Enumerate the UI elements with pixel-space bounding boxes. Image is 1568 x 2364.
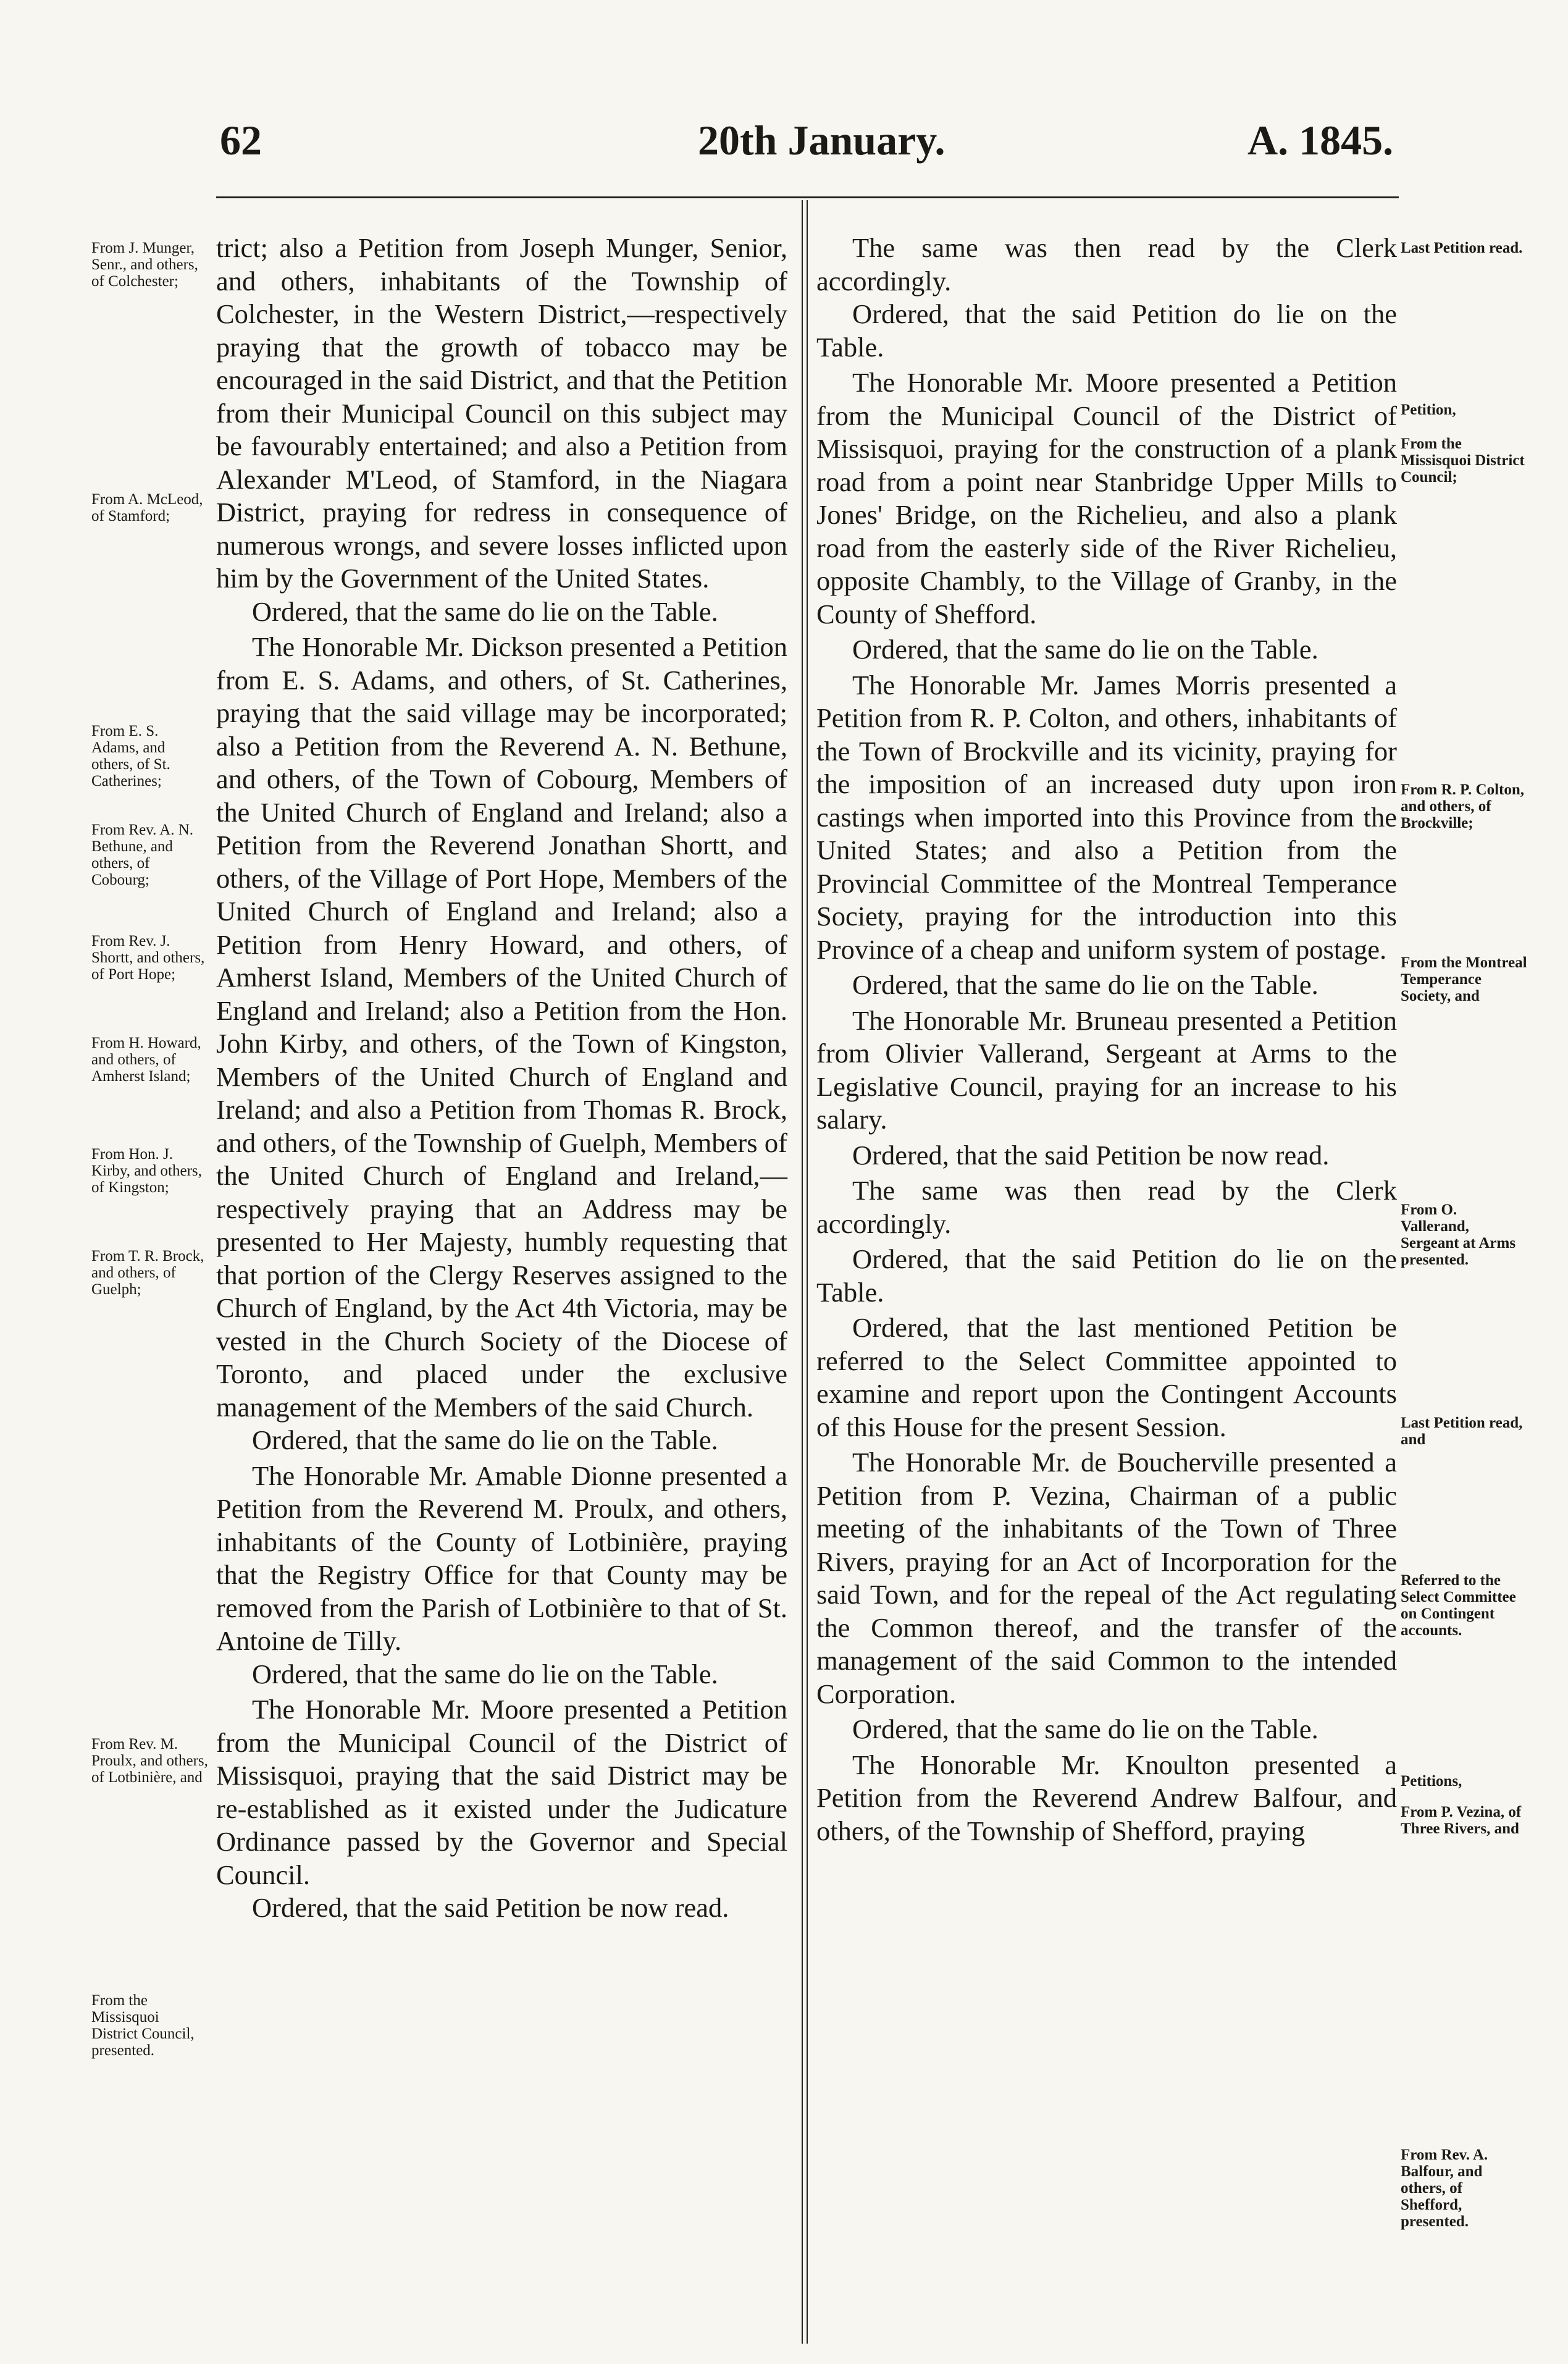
paragraph: The Honorable Mr. Knoulton presented a Petition from the Reverend Andrew Balfour, and others, of the Township of Shefford, praying	[816, 1749, 1397, 1846]
paragraph: The Honorable Mr. Moore presented a Petition from the Municipal Council of the District of Missisquoi, praying for the construction of a plank road from a point near Stanbridge Upper Mills to Jones' Bridge, on the Richelieu, and also a plank road from the easterly side of the River Richelieu, opposite Chambly, to the Village of Granby, in the County of Shefford.	[816, 367, 1397, 629]
margin-note: From Rev. A. N. Bethune, and others, of Cobourg;	[91, 822, 194, 888]
margin-note: From J. Munger, Senr., and others, of Colchester;	[91, 240, 198, 290]
paragraph: Ordered, that the last mentioned Petition be referred to the Select Committee appointed to examine and report upon the Contingent Accounts of this House for the present Session.	[816, 1312, 1397, 1442]
running-header	[0, 116, 1568, 172]
column-divider	[802, 200, 803, 2344]
margin-note: From the Montreal Temperance Society, and	[1401, 954, 1527, 1004]
margin-note: From the Missisquoi District Council;	[1401, 435, 1525, 486]
column-divider	[807, 200, 808, 2344]
paragraph: The Honorable Mr. James Morris presented a Petition from R. P. Colton, and others, inhabitants of the Town of Brockville and its vicinity, praying for the imposition of an increased duty upon iron castings when imported into this Province from the United States; and also a Petition from the Provincial Committee of the Montreal Temperance Society, praying for the introduction into this Province of a cheap and uniform system of postage.	[816, 669, 1397, 965]
paragraph: The Honorable Mr. Moore presented a Petition from the Municipal Council of the District of Missisquoi, praying that the said District may be re-established as it existed under the Judicature Ordinance passed by the Governor and Special Council.	[216, 1694, 787, 1890]
paragraph: Ordered, that the same do lie on the Table.	[852, 1714, 1319, 1744]
margin-note: Petition,	[1401, 402, 1456, 418]
paragraph: trict; also a Petition from Joseph Munger, Senior, and others, inhabitants of the Township of Colchester, in the Western District,—respectively praying that the growth of tobacco may be encouraged in the said District, and that the Petition from their Municipal Council on this subject may be favourably entertained; and also a Petition from Alexander M'Leod, of Stamford, in the Niagara District, praying for redress in consequence of numerous wrongs, and severe losses inflicted upon him by the Government of the United States.	[216, 232, 787, 594]
paragraph: Ordered, that the said Petition do lie on the Table.	[816, 298, 1397, 363]
paragraph: Ordered, that the said Petition do lie on the Table.	[816, 1243, 1397, 1308]
header-date: 20th January.	[698, 117, 945, 164]
paragraph: The same was then read by the Clerk accordingly.	[816, 232, 1397, 297]
margin-note: Last Petition read, and	[1401, 1415, 1523, 1448]
page-number: 62	[220, 117, 262, 164]
paragraph: Ordered, that the same do lie on the Table.	[852, 634, 1319, 665]
margin-note: From Rev. M. Proulx, and others, of Lotbinière, and	[91, 1736, 208, 1786]
header-year: A. 1845.	[1247, 117, 1394, 164]
paragraph: Ordered, that the same do lie on the Table.	[252, 1424, 718, 1455]
right-column	[816, 232, 1397, 1848]
paragraph: The Honorable Mr. Amable Dionne presented a Petition from the Reverend M. Proulx, and others, inhabitants of the County of Lotbinière, praying that the Registry Office for that County may be removed from the Parish of Lotbinière to that of St. Antoine de Tilly.	[216, 1460, 787, 1656]
margin-note: From Rev. J. Shortt, and others, of Port Hope;	[91, 933, 205, 983]
margin-note: From P. Vezina, of Three Rivers, and	[1401, 1804, 1522, 1837]
paragraph: Ordered, that the same do lie on the Table.	[252, 1658, 718, 1689]
paragraph: The same was then read by the Clerk accordingly.	[816, 1175, 1397, 1239]
paragraph: Ordered, that the same do lie on the Table.	[852, 969, 1319, 1000]
paragraph: The Honorable Mr. Bruneau presented a Petition from Olivier Vallerand, Sergeant at Arms to the Legislative Council, praying for an increase to his salary.	[816, 1004, 1397, 1135]
paragraph: The Honorable Mr. de Boucherville presented a Petition from P. Vezina, Chairman of a public meeting of the inhabitants of the Town of Three Rivers, praying for an Act of Incorporation for the said Town, and for the repeal of the Act regulating the Common thereof, and the transfer of the management of the said Common to the intended Corporation.	[816, 1447, 1397, 1709]
margin-note: From H. Howard, and others, of Amherst Island;	[91, 1035, 201, 1085]
margin-note: From T. R. Brock, and others, of Guelph;	[91, 1248, 204, 1298]
left-column	[216, 232, 787, 1925]
margin-note: From A. McLeod, of Stamford;	[91, 491, 203, 524]
margin-note: Petitions,	[1401, 1773, 1462, 1790]
margin-note: From Hon. J. Kirby, and others, of Kingston;	[91, 1146, 202, 1196]
margin-note: Referred to the Select Committee on Contingent accounts.	[1401, 1572, 1516, 1639]
margin-note: Last Petition read.	[1401, 240, 1523, 256]
paragraph: Ordered, that the said Petition be now read.	[252, 1892, 729, 1923]
margin-note: From Rev. A. Balfour, and others, of Shefford, presented.	[1401, 2147, 1488, 2230]
margin-note: From E. S. Adams, and others, of St. Catherines;	[91, 723, 170, 789]
header-rule	[216, 196, 1399, 198]
paragraph: Ordered, that the same do lie on the Table.	[252, 595, 718, 627]
margin-note: From the Missisquoi District Council, presented.	[91, 1992, 195, 2059]
margin-note: From R. P. Colton, and others, of Brockville;	[1401, 781, 1524, 831]
margin-note: From O. Vallerand, Sergeant at Arms presented.	[1401, 1201, 1516, 1268]
paragraph: The Honorable Mr. Dickson presented a Petition from E. S. Adams, and others, of St. Catherines, praying that the said village may be incorporated; also a Petition from the Reverend A. N. Bethune, and others, of the Town of Cobourg, Members of the United Church of England and Ireland; also a Petition from the Reverend Jonathan Shortt, and others, of the Village of Port Hope, Members of the United Church of England and Ireland; also a Petition from Henry Howard, and others, of Amherst Island, Members of the United Church of England and Ireland; also a Petition from the Hon. John Kirby, and others, of the Town of Kingston, Members of the United Church of England and Ireland; and also a Petition from Thomas R. Brock, and others, of the Township of Guelph, Members of the United Church of England and Ireland,—respectively praying that an Address may be presented to Her Majesty, humbly requesting that that portion of the Clergy Reserves assigned to the Church of England, by the Act 4th Victoria, may be vested in the Church Society of the Diocese of Toronto, and placed under the exclusive management of the Members of the said Church.	[216, 631, 787, 1423]
paragraph: Ordered, that the said Petition be now read.	[852, 1139, 1330, 1171]
